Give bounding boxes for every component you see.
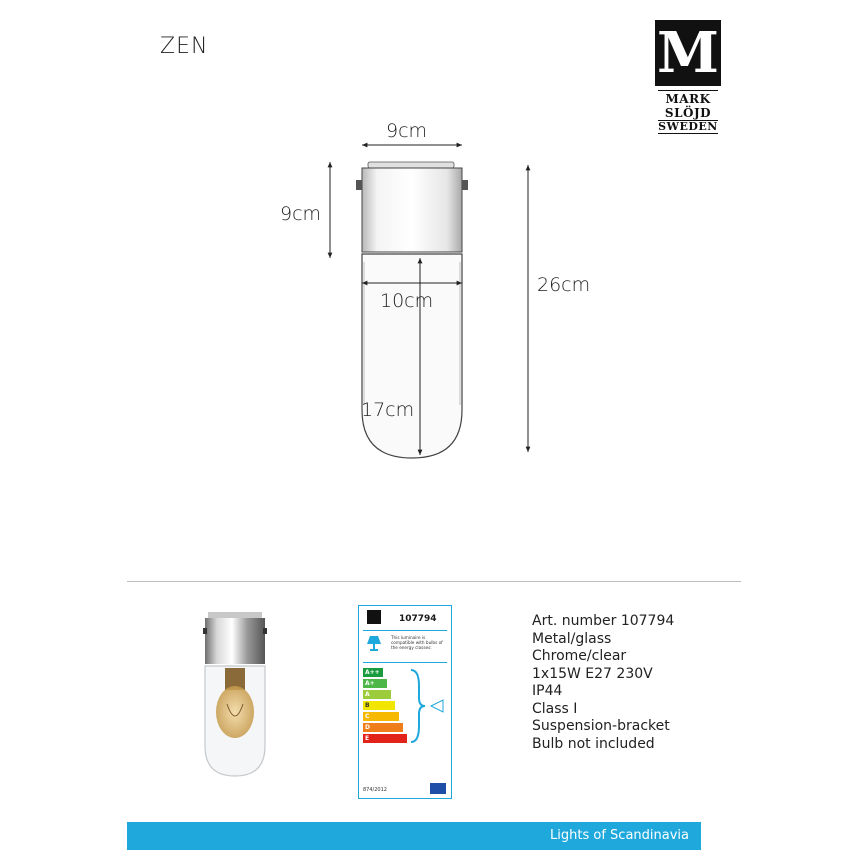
base-height-label: 9cm [280, 203, 322, 225]
spec-list [532, 613, 674, 753]
spec-item: Bulb not included [532, 735, 655, 752]
energy-class-bar: C [363, 712, 399, 721]
energy-class-bar: B [363, 701, 395, 710]
footer-banner [127, 822, 701, 850]
energy-label [358, 605, 452, 799]
lamp-icon [367, 636, 381, 652]
energy-regulation: 874/2012 [363, 787, 387, 793]
eu-flag-icon [430, 783, 446, 794]
top-width-label: 9cm [386, 120, 428, 142]
spec-item: Suspension-bracket [532, 718, 670, 734]
energy-article-number: 107794 [399, 614, 437, 624]
spec-item: IP44 [532, 683, 563, 699]
logo-letter: M [657, 20, 719, 86]
product-title: ZEN [160, 34, 209, 59]
footer-tagline: Lights of Scandinavia [550, 828, 689, 843]
logo-line-1: MARK [665, 92, 711, 106]
spec-item: 1x15W E27 230V [532, 665, 653, 682]
logo-line-3: SWEDEN [658, 120, 718, 133]
spec-item: Art. number 107794 [532, 613, 675, 629]
brace-icon [409, 668, 449, 744]
shade-width-label: 10cm [380, 290, 434, 312]
product-photo [195, 608, 275, 780]
energy-class-bar: D [363, 723, 403, 732]
total-height-label: 26cm [537, 274, 591, 296]
shade-height-label: 17cm [361, 399, 415, 421]
spec-item: Class I [532, 700, 578, 717]
energy-class-bar: A++ [363, 668, 383, 677]
logo-line-2: SLÖJD [664, 106, 712, 120]
spec-item: Chrome/clear [532, 648, 627, 664]
energy-class-bar: A+ [363, 679, 387, 688]
energy-class-bar: A [363, 690, 391, 699]
energy-logo-icon [367, 610, 381, 624]
divider [127, 581, 741, 582]
spec-item: Metal/glass [532, 630, 612, 647]
energy-class-bar: E [363, 734, 407, 743]
energy-compat-note: This luminaire is compatible with bulbs of the energy classes: [391, 635, 443, 650]
